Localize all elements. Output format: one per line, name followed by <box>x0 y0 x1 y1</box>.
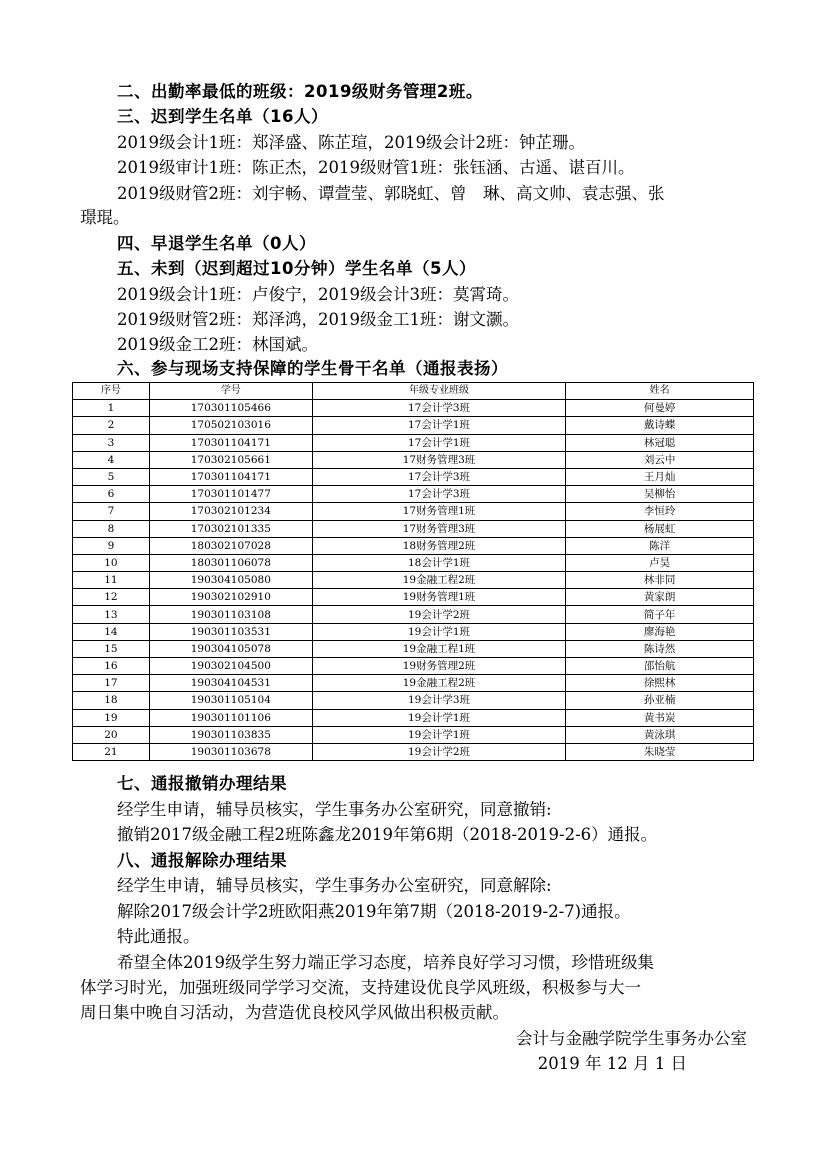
signature-date: 2019 年 12 月 1 日 <box>537 1054 687 1073</box>
row-name: 孙亚楠 <box>566 692 754 709</box>
table-row <box>73 743 754 760</box>
row-name: 朱晓莹 <box>566 743 754 760</box>
row-name: 黄泳琪 <box>566 726 754 743</box>
row-student-id: 190304105078 <box>149 640 312 657</box>
hope-line-3: 周日集中晚自习活动，为营造优良校风学风做出积极贡献。 <box>80 1003 509 1022</box>
row-index: 21 <box>73 743 150 760</box>
absent-list-line-3: 2019级金工2班：林国斌。 <box>117 335 318 354</box>
row-student-id: 170301104171 <box>149 434 312 451</box>
row-class: 17财务管理1班 <box>312 503 566 520</box>
row-class: 17会计学3班 <box>312 468 566 485</box>
table-row <box>73 468 754 485</box>
row-class: 19金融工程2班 <box>312 675 566 692</box>
row-index: 14 <box>73 623 150 640</box>
student-leaders-table <box>72 382 754 761</box>
row-student-id: 190302104500 <box>149 658 312 675</box>
row-index: 20 <box>73 726 150 743</box>
row-name: 徐熙林 <box>566 675 754 692</box>
row-class: 17会计学1班 <box>312 417 566 434</box>
late-list-line-2: 2019级审计1班：陈正杰，2019级财管1班：张钰涵、古遥、谌百川。 <box>117 158 635 177</box>
row-class: 19财务管理2班 <box>312 658 566 675</box>
revoke-line-1: 经学生申请，辅导员核实，学生事务办公室研究，同意撤销: <box>117 800 552 819</box>
table-row <box>73 503 754 520</box>
row-name: 林冠聪 <box>566 434 754 451</box>
row-index: 1 <box>73 400 150 417</box>
header-class: 年级专业班级 <box>312 383 566 400</box>
row-student-id: 190301103531 <box>149 623 312 640</box>
row-name: 林非同 <box>566 572 754 589</box>
row-name: 黄家朗 <box>566 589 754 606</box>
row-class: 18会计学1班 <box>312 554 566 571</box>
row-name: 刘云中 <box>566 451 754 468</box>
row-student-id: 170302105661 <box>149 451 312 468</box>
row-class: 19会计学1班 <box>312 623 566 640</box>
table-row <box>73 726 754 743</box>
row-class: 19会计学3班 <box>312 692 566 709</box>
row-name: 李恒玲 <box>566 503 754 520</box>
row-index: 8 <box>73 520 150 537</box>
table-row <box>73 434 754 451</box>
row-name: 戴诗蝶 <box>566 417 754 434</box>
revoke-line-2: 撤销2017级金融工程2班陈鑫龙2019年第6期（2018-2019-2-6）通报。 <box>117 825 658 844</box>
row-class: 19金融工程1班 <box>312 640 566 657</box>
header-name: 姓名 <box>566 383 754 400</box>
row-student-id: 170302101234 <box>149 503 312 520</box>
row-student-id: 190304105080 <box>149 572 312 589</box>
row-name: 吴柳怡 <box>566 486 754 503</box>
row-name: 黄书炭 <box>566 709 754 726</box>
row-student-id: 170301101477 <box>149 486 312 503</box>
row-name: 廖海艳 <box>566 623 754 640</box>
row-index: 9 <box>73 537 150 554</box>
table-row <box>73 417 754 434</box>
row-student-id: 180301106078 <box>149 554 312 571</box>
row-student-id: 190301103835 <box>149 726 312 743</box>
row-name: 杨展虹 <box>566 520 754 537</box>
late-list-line-3: 2019级财管2班：刘宇畅、谭萱莹、郭晓虹、曾 琳、高文帅、袁志强、张 <box>117 184 665 203</box>
signature-office: 会计与金融学院学生事务办公室 <box>516 1029 747 1048</box>
row-class: 17会计学3班 <box>312 486 566 503</box>
release-line-1: 经学生申请，辅导员核实，学生事务办公室研究，同意解除: <box>117 876 552 895</box>
row-student-id: 170502103016 <box>149 417 312 434</box>
row-index: 11 <box>73 572 150 589</box>
absent-list-line-2: 2019级财管2班：郑泽鸿，2019级金工1班：谢文灏。 <box>117 310 519 329</box>
table-row <box>73 692 754 709</box>
row-student-id: 190301101106 <box>149 709 312 726</box>
row-name: 何曼婷 <box>566 400 754 417</box>
header-student-id: 学号 <box>149 383 312 400</box>
section-6-title: 六、参与现场支持保障的学生骨干名单（通报表扬） <box>117 359 508 378</box>
table-row <box>73 520 754 537</box>
table-row <box>73 658 754 675</box>
late-list-line-4: 璟琨。 <box>80 208 130 227</box>
row-student-id: 190301105104 <box>149 692 312 709</box>
table-row <box>73 589 754 606</box>
row-name: 卢昊 <box>566 554 754 571</box>
row-name: 陈诗然 <box>566 640 754 657</box>
row-student-id: 190302102910 <box>149 589 312 606</box>
header-index: 序号 <box>73 383 150 400</box>
section-7-title: 七、通报撤销办理结果 <box>117 774 287 793</box>
absent-list-line-1: 2019级会计1班：卢俊宁，2019级会计3班：莫霄琦。 <box>117 285 519 304</box>
section-4-title: 四、早退学生名单（0人） <box>117 234 316 253</box>
closing-line: 特此通报。 <box>117 927 200 946</box>
hope-line-1: 希望全体2019级学生努力端正学习态度，培养良好学习习惯，珍惜班级集 <box>117 953 654 972</box>
row-student-id: 170302101335 <box>149 520 312 537</box>
row-class: 19会计学1班 <box>312 726 566 743</box>
row-index: 16 <box>73 658 150 675</box>
table-row <box>73 675 754 692</box>
section-5-title: 五、未到（迟到超过10分钟）学生名单（5人） <box>117 259 476 278</box>
row-student-id: 190301103108 <box>149 606 312 623</box>
row-name: 简子年 <box>566 606 754 623</box>
row-index: 10 <box>73 554 150 571</box>
row-index: 15 <box>73 640 150 657</box>
row-class: 19财务管理1班 <box>312 589 566 606</box>
row-class: 17财务管理3班 <box>312 520 566 537</box>
row-class: 19金融工程2班 <box>312 572 566 589</box>
section-3-title: 三、迟到学生名单（16人） <box>117 107 328 126</box>
table-row <box>73 537 754 554</box>
late-list-line-1: 2019级会计1班：郑泽盛、陈芷瑄，2019级会计2班：钟芷珊。 <box>117 133 585 152</box>
row-class: 19会计学1班 <box>312 709 566 726</box>
hope-line-2: 体学习时光，加强班级同学学习交流，支持建设优良学风班级，积极参与大一 <box>80 978 641 997</box>
section-8-title: 八、通报解除办理结果 <box>117 851 287 870</box>
section-2-title: 二、出勤率最低的班级：2019级财务管理2班。 <box>117 82 483 101</box>
row-student-id: 180302107028 <box>149 537 312 554</box>
table-row <box>73 606 754 623</box>
table-row <box>73 554 754 571</box>
row-index: 6 <box>73 486 150 503</box>
row-class: 17财务管理3班 <box>312 451 566 468</box>
table-row <box>73 572 754 589</box>
release-line-2: 解除2017级会计学2班欧阳燕2019年第7期（2018-2019-2-7)通报。 <box>117 902 631 921</box>
row-student-id: 170301104171 <box>149 468 312 485</box>
row-class: 17会计学3班 <box>312 400 566 417</box>
row-class: 19会计学2班 <box>312 743 566 760</box>
row-index: 4 <box>73 451 150 468</box>
row-index: 5 <box>73 468 150 485</box>
table-header-row <box>73 383 754 400</box>
row-class: 17会计学1班 <box>312 434 566 451</box>
row-student-id: 190304104531 <box>149 675 312 692</box>
row-name: 王月灿 <box>566 468 754 485</box>
row-student-id: 170301105466 <box>149 400 312 417</box>
table-row <box>73 451 754 468</box>
row-name: 邵怡航 <box>566 658 754 675</box>
table-row <box>73 486 754 503</box>
table-row <box>73 640 754 657</box>
row-index: 12 <box>73 589 150 606</box>
table-row <box>73 709 754 726</box>
row-index: 7 <box>73 503 150 520</box>
table-row <box>73 400 754 417</box>
row-index: 13 <box>73 606 150 623</box>
row-name: 陈洋 <box>566 537 754 554</box>
row-index: 3 <box>73 434 150 451</box>
row-index: 2 <box>73 417 150 434</box>
row-index: 18 <box>73 692 150 709</box>
row-index: 19 <box>73 709 150 726</box>
row-index: 17 <box>73 675 150 692</box>
row-student-id: 190301103678 <box>149 743 312 760</box>
row-class: 19会计学2班 <box>312 606 566 623</box>
row-class: 18财务管理2班 <box>312 537 566 554</box>
table-row <box>73 623 754 640</box>
